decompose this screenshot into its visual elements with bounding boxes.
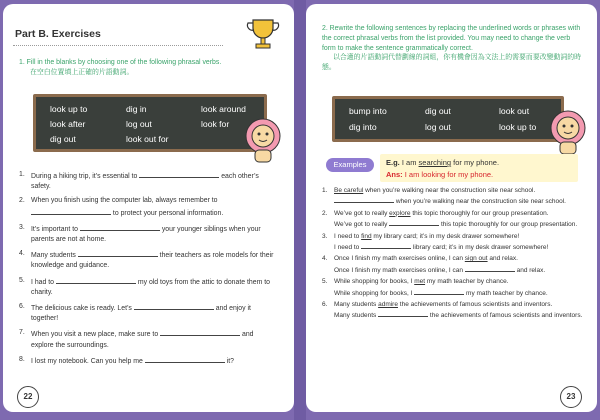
board-word: log out (425, 122, 451, 132)
example-line (386, 158, 499, 167)
example-text: for my phone. (453, 158, 500, 167)
list-item (322, 254, 584, 275)
item-text: I lost my notebook. Can you help me (31, 357, 143, 365)
item-number: 6. (322, 301, 328, 309)
answer-blank[interactable] (145, 355, 225, 363)
answer-blank[interactable] (361, 241, 411, 249)
item-number: 5. (19, 276, 25, 284)
list-item (19, 170, 277, 192)
item-number: 4. (19, 250, 25, 258)
page-number: 23 (560, 386, 582, 408)
item-underlined: sign out (464, 255, 488, 263)
item-number: 7. (19, 329, 25, 337)
question-2-instruction (322, 24, 584, 73)
item-text: When you visit a new place, make sure to (31, 331, 159, 339)
item-underlined: explore (389, 209, 411, 217)
item-text: my math teacher by chance. (426, 278, 509, 286)
item-text: their teachers as role models for their knowledge and guidance. (31, 252, 274, 270)
item-number: 5. (322, 278, 328, 286)
item-underlined: Be careful (334, 187, 364, 194)
item-text: when you’re walking near the construction site near school. (365, 187, 536, 194)
book-spine (294, 0, 306, 420)
item-text: this topic thoroughly for our group presentation. (412, 209, 549, 217)
answer-blank[interactable] (139, 170, 219, 178)
page-title: Part B. Exercises (15, 28, 101, 40)
item-text: While shopping for books, I (334, 278, 413, 286)
item-text: and enjoy it together! (31, 305, 251, 323)
answer-text: library card; it’s in my desk drawer somewhere! (412, 244, 549, 252)
item-text: I had to (31, 278, 54, 286)
item-number: 1. (19, 171, 25, 178)
item-number: 8. (19, 355, 25, 363)
board-word: bump into (349, 106, 387, 116)
examples-badge: Examples (326, 158, 374, 172)
item-underlined: find (361, 232, 372, 240)
board-word: dig in (126, 104, 147, 114)
answer-text: While shopping for books, I (334, 289, 413, 297)
rewrite-list (322, 186, 584, 323)
list-item (19, 328, 277, 350)
answer-blank[interactable] (378, 309, 428, 317)
lion-mascot-icon (546, 108, 592, 156)
board-word: dig into (349, 122, 377, 132)
item-text: Many students (334, 301, 377, 309)
item-text: It’s important to (31, 225, 78, 233)
question-text-zh: 在空白位置填上正確的片語動詞。 (30, 68, 134, 76)
answer-text: I am looking for my phone. (404, 170, 494, 179)
item-number: 2. (19, 197, 25, 205)
item-underlined: admire (378, 301, 398, 309)
item-number: 3. (322, 232, 328, 240)
item-text: the achievements of famous scientists and inventors. (399, 301, 553, 309)
title-bar (13, 18, 213, 48)
list-item (19, 302, 277, 324)
item-text: to protect your personal information. (112, 209, 224, 217)
answer-text: We’ve got to really (334, 221, 388, 229)
list-item (19, 355, 277, 367)
answer-blank[interactable] (389, 218, 439, 226)
board-word: look after (50, 119, 86, 129)
example-box (380, 154, 578, 182)
question-text: Rewrite the following sentences by replacing the underlined words or phrases with the correct phrasal verbs from the list provided. You may need to change the verb form to make the sentence grammatically correct. (322, 25, 581, 52)
phrasal-verb-board (33, 94, 267, 152)
answer-text: Once I finish my math exercises online, I can (334, 266, 463, 274)
answer-text: my math teacher by chance. (466, 289, 548, 297)
item-text: and explore the surroundings. (31, 331, 254, 349)
question-text-zh: 以合適的片語動詞代替劃線的詞組，你有機會因為文法上的需要而要改變動詞的時態。 (322, 54, 582, 72)
item-number: 3. (19, 223, 25, 231)
list-item (322, 232, 584, 253)
board-word: dig out (425, 106, 451, 116)
item-text: my old toys from the attic to donate them to charity. (31, 278, 270, 296)
answer-text: this topic thoroughly for our group presentation. (440, 221, 578, 229)
answer-text: the achievements of famous scientists and inventors. (429, 312, 583, 320)
list-item (322, 186, 584, 207)
answer-blank[interactable] (334, 195, 394, 203)
example-underlined: searching (418, 158, 452, 167)
item-text: each other’s safety. (31, 173, 259, 191)
answer-text: when you’re walking near the construction site near school. (395, 198, 566, 206)
board-word: look up to (50, 104, 88, 114)
answer-blank[interactable] (134, 302, 214, 310)
list-item (19, 276, 277, 298)
item-text: and relax. (489, 255, 518, 263)
item-text: When you finish using the computer lab, always remember to (31, 197, 218, 205)
answer-blank[interactable] (56, 276, 136, 284)
example-text: I am (401, 158, 417, 167)
answer-blank[interactable] (414, 287, 464, 295)
answer-text: and relax. (516, 266, 546, 274)
item-text: Once I finish my math exercises online, I can (334, 255, 463, 263)
list-item (322, 300, 584, 321)
answer-line (386, 170, 493, 179)
item-text: Many students (31, 252, 76, 260)
question-number: 1. (19, 59, 25, 66)
question-1-instruction (19, 58, 281, 78)
page-number: 22 (17, 386, 39, 408)
board-word: look around (201, 104, 246, 114)
item-text: The delicious cake is ready. Let’s (31, 305, 132, 313)
answer-blank[interactable] (80, 223, 160, 231)
question-number: 2. (322, 25, 328, 32)
item-text: I need to (334, 232, 360, 240)
board-word: look for (201, 119, 230, 129)
trophy-icon (243, 14, 283, 54)
item-underlined: met (414, 278, 426, 286)
answer-text: Many students (334, 312, 377, 320)
list-item (19, 196, 277, 218)
item-text: it? (226, 357, 234, 365)
answer-blank[interactable] (160, 328, 240, 336)
board-word: look out (499, 106, 530, 116)
exercise-list (19, 170, 277, 371)
item-number: 4. (322, 255, 328, 263)
list-item (322, 277, 584, 298)
item-text: During a hiking trip, it’s essential to (31, 173, 138, 180)
title-divider (13, 45, 223, 46)
question-text: Fill in the blanks by choosing one of the following phrasal verbs. (26, 59, 222, 66)
item-number: 2. (322, 209, 328, 217)
board-word: dig out (50, 134, 76, 144)
item-text: We’ve got to really (334, 209, 388, 217)
lion-mascot-icon (241, 116, 287, 164)
item-text: my library card; it’s in my desk drawer somewhere! (373, 232, 520, 240)
board-word: look up to (499, 122, 537, 132)
item-text: your younger siblings when your parents are not at home. (31, 225, 261, 244)
right-page (306, 4, 597, 412)
answer-blank[interactable] (31, 207, 111, 215)
board-word: log out (126, 119, 152, 129)
board-word: look out for (126, 134, 169, 144)
item-number: 1. (322, 187, 328, 194)
item-number: 6. (19, 303, 25, 311)
answer-blank[interactable] (465, 264, 515, 272)
answer-prefix: Ans: (386, 170, 403, 179)
phrasal-verb-board (332, 96, 564, 142)
example-prefix: E.g. (386, 158, 400, 167)
list-item (19, 249, 277, 271)
answer-blank[interactable] (78, 249, 158, 257)
list-item (322, 209, 584, 230)
list-item (19, 223, 277, 245)
left-page (3, 4, 294, 412)
answer-text: I need to (334, 244, 360, 252)
